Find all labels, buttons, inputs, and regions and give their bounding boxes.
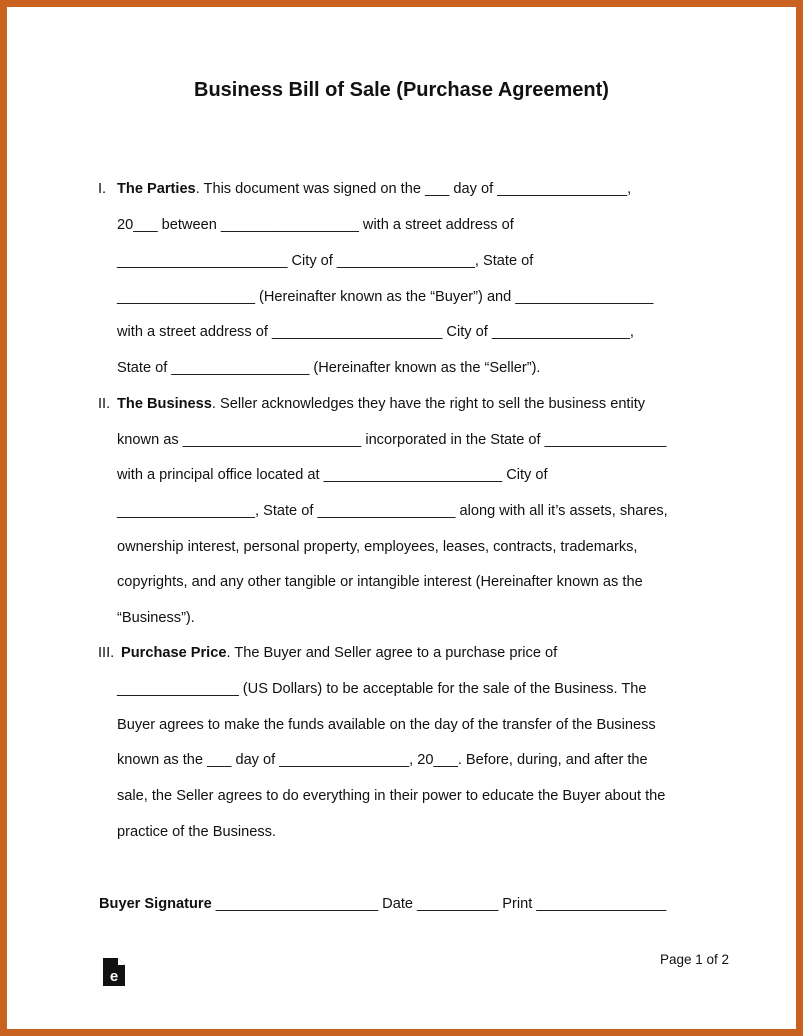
- section-3-text: . The Buyer and Seller agree to a purchase price of: [226, 645, 558, 661]
- section-2-line-1: [117, 395, 645, 413]
- page-number: Page 1 of 2: [660, 952, 730, 967]
- eforms-logo-icon: [102, 957, 126, 987]
- buyer-signature-label: Buyer Signature: [99, 896, 212, 912]
- section-2-line-7: “Business”).: [117, 610, 195, 626]
- document-title: Business Bill of Sale (Purchase Agreement): [194, 79, 609, 101]
- signature-line: [99, 895, 666, 913]
- section-3-number: III.: [98, 645, 115, 661]
- section-1-line-5: with a street address of _____________________ City of _________________,: [117, 324, 634, 340]
- section-3-line-2: _______________ (US Dollars) to be acceptable for the sale of the Business. The: [117, 681, 647, 697]
- svg-text:e: e: [109, 968, 119, 985]
- section-2-text: . Seller acknowledges they have the right to sell the business entity: [211, 396, 646, 412]
- section-2-number: II.: [98, 396, 111, 412]
- document-page: [7, 7, 796, 1029]
- section-1-heading: The Parties: [117, 181, 196, 197]
- section-1-line-6: State of _________________ (Hereinafter known as the “Seller”).: [117, 360, 541, 376]
- section-1-line-4: _________________ (Hereinafter known as the “Buyer”) and _________________: [117, 289, 654, 305]
- section-1-line-3: _____________________ City of _________________, State of: [117, 253, 534, 269]
- section-1-number: I.: [98, 181, 107, 197]
- section-3-line-6: practice of the Business.: [117, 824, 276, 840]
- section-3-line-5: sale, the Seller agrees to do everything in their power to educate the Buyer about the: [117, 788, 666, 804]
- section-3-heading: Purchase Price: [121, 645, 227, 661]
- section-1-text: . This document was signed on the ___ day of ________________,: [195, 181, 632, 197]
- section-3-line-3: Buyer agrees to make the funds available on the day of the transfer of the Business: [117, 717, 656, 733]
- section-1-line-2: 20___ between _________________ with a street address of: [117, 217, 514, 233]
- section-2-line-5: ownership interest, personal property, employees, leases, contracts, trademarks,: [117, 539, 638, 555]
- signature-fields: ____________________ Date __________ Print ________________: [211, 896, 667, 912]
- section-3-line-1: [121, 644, 557, 662]
- section-3-line-4: known as the ___ day of ________________, 20___. Before, during, and after the: [117, 752, 648, 768]
- section-2-heading: The Business: [117, 396, 212, 412]
- section-2-line-2: known as ______________________ incorporated in the State of _______________: [117, 432, 667, 448]
- section-2-line-4: _________________, State of _________________ along with all it’s assets, shares,: [117, 503, 668, 519]
- section-2-line-3: with a principal office located at ______________________ City of: [117, 467, 548, 483]
- section-1-line-1: [117, 180, 631, 198]
- section-2-line-6: copyrights, and any other tangible or intangible interest (Hereinafter known as the: [117, 574, 643, 590]
